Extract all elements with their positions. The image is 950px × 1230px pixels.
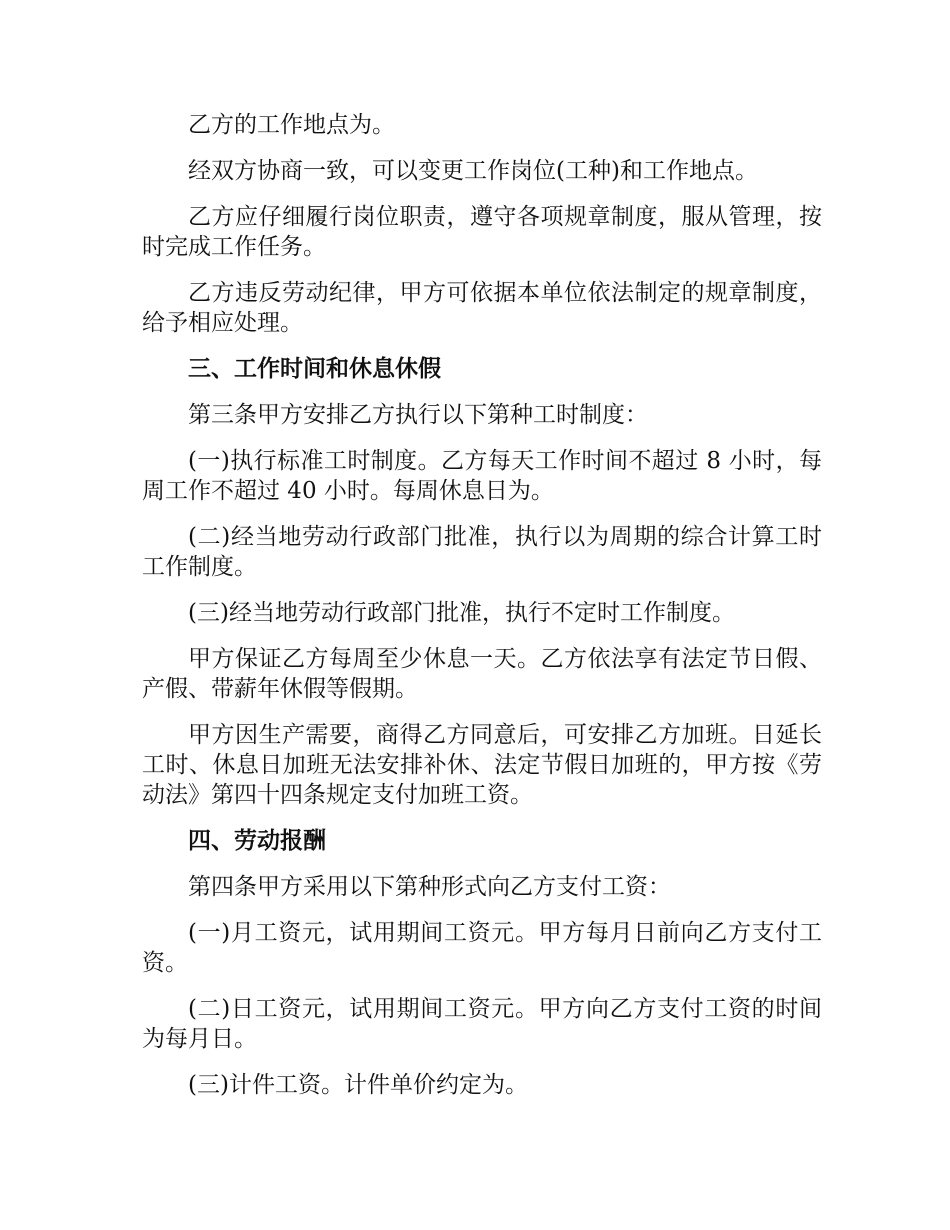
paragraph-overtime: 甲方因生产需要，商得乙方同意后，可安排乙方加班。日延长工时、休息日加班无法安排补休、法定节假日加班的，甲方按《劳动法》第四十四条规定支付加班工资。 [142,722,822,808]
paragraph-monthly-wage: (一)月工资元，试用期间工资元。甲方每月日前向乙方支付工资。 [142,920,822,976]
paragraph-standard-hours: (一)执行标准工时制度。乙方每天工作时间不超过 8 小时，每周工作不超过 40 小时。每周休息日为。 [142,448,822,504]
paragraph-flexible-hours: (三)经当地劳动行政部门批准，执行不定时工作制度。 [188,600,735,626]
paragraph-article-3: 第三条甲方安排乙方执行以下第种工时制度： [188,402,648,428]
paragraph-change-position: 经双方协商一致，可以变更工作岗位(工种)和工作地点。 [188,158,758,184]
paragraph-piece-wage: (三)计件工资。计件单价约定为。 [188,1072,528,1098]
paragraph-work-location: 乙方的工作地点为。 [188,112,395,138]
paragraph-comprehensive-hours: (二)经当地劳动行政部门批准，执行以为周期的综合计算工时工作制度。 [142,524,822,580]
section-heading-remuneration: 四、劳动报酬 [188,827,326,854]
section-heading-working-hours: 三、工作时间和休息休假 [188,355,441,382]
paragraph-duties: 乙方应仔细履行岗位职责，遵守各项规章制度，服从管理，按时完成工作任务。 [142,204,822,260]
paragraph-rest-days: 甲方保证乙方每周至少休息一天。乙方依法享有法定节日假、产假、带薪年休假等假期。 [142,646,822,702]
paragraph-discipline: 乙方违反劳动纪律，甲方可依据本单位依法制定的规章制度，给予相应处理。 [142,280,822,336]
paragraph-daily-wage: (二)日工资元，试用期间工资元。甲方向乙方支付工资的时间为每月日。 [142,996,822,1052]
document-page [142,110,822,1116]
paragraph-article-4: 第四条甲方采用以下第种形式向乙方支付工资： [188,874,671,900]
